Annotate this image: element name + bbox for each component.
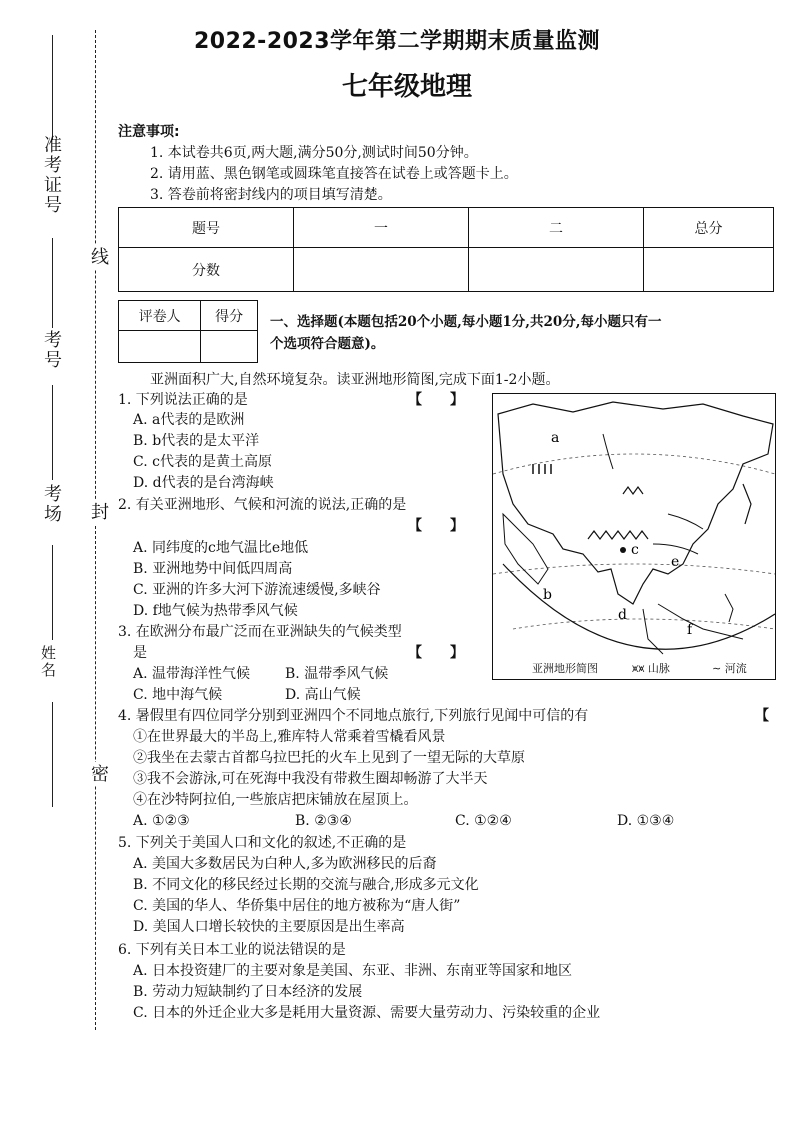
grader-box (118, 300, 258, 363)
map-legend-mountain (632, 660, 670, 676)
q3-option-a: A. 温带海洋性气候 (133, 666, 251, 682)
cut-mark-secret: 密 (85, 762, 111, 786)
asia-landmass (498, 402, 773, 604)
score-table-header-one: 一 (294, 208, 469, 248)
arctic-circle-line (493, 454, 775, 474)
score-cell[interactable] (294, 248, 469, 292)
himalaya-mountains (588, 531, 648, 539)
map-caption: 亚洲地形简图 (532, 662, 598, 675)
q5-option-d: D. 美国人口增长较快的主要原因是出生率高 (133, 919, 405, 935)
q1-option-d: D. d代表的是台湾海峡 (133, 475, 274, 491)
yangtze-river (653, 544, 698, 554)
note-3: 3. 答卷前将密封线内的项目填写清楚。 (150, 187, 392, 203)
name-blank-line (52, 702, 53, 807)
q4-item-2: ②我坐在去蒙古首都乌拉巴托的火车上见到了一望无际的大草原 (133, 750, 525, 766)
id-blank-line (52, 35, 53, 140)
q2-option-d: D. f地气候为热带季风气候 (133, 603, 298, 619)
map-label-a: a (551, 430, 560, 446)
map-label-d: d (618, 607, 627, 623)
q5-stem: 5. 下列关于美国人口和文化的叙述,不正确的是 (118, 835, 407, 851)
q6-stem: 6. 下列有关日本工业的说法错误的是 (118, 942, 346, 958)
binding-dashed-line (95, 30, 96, 1030)
q2-stem: 2. 有关亚洲地形、气候和河流的说法,正确的是 (118, 497, 407, 513)
q3-option-d: D. 高山气候 (285, 687, 361, 703)
q4-stem: 4. 暑假里有四位同学分别到亚洲四个不同地点旅行,下列旅行见闻中可信的有 (118, 708, 589, 724)
asia-map-drawing (493, 394, 775, 679)
exam-title: 2022-2023学年第二学期期末质量监测 (193, 29, 601, 54)
q3-stem: 3. 在欧洲分布最广泛而在亚洲缺失的气候类型 (118, 624, 402, 640)
score-cell[interactable] (644, 248, 774, 292)
q3-stem-cont: 是 (133, 645, 147, 661)
notes-heading: 注意事项: (118, 124, 180, 140)
q6-option-a: A. 日本投资建厂的主要对象是美国、东亚、非洲、东南亚等国家和地区 (133, 963, 573, 979)
q3-option-b: B. 温带季风气候 (285, 666, 389, 682)
score-table (118, 207, 774, 292)
tianshan-mountains (623, 487, 643, 494)
map-label-e: e (671, 554, 680, 570)
map-label-c: c (631, 542, 639, 558)
q2-option-b: B. 亚洲地势中间低四周高 (133, 561, 293, 577)
q4-item-1: ①在世界最大的半岛上,雅库特人常乘着雪橇看风景 (133, 729, 446, 745)
map-legend-river (712, 660, 747, 676)
q1-answer-bracket[interactable]: 【 】 (408, 392, 464, 408)
label-name: 姓名 (39, 645, 57, 679)
question-intro: 亚洲面积广大,自然环境复杂。读亚洲地形简图,完成下面1-2小题。 (150, 372, 560, 388)
map-point-c (620, 547, 626, 553)
q2-option-a: A. 同纬度的c地气温比e地低 (133, 540, 309, 556)
map-label-b: b (543, 587, 552, 603)
equator-line (513, 619, 775, 629)
score-table-header-two: 二 (469, 208, 644, 248)
label-exam-room: 考场 (41, 484, 62, 524)
q6-option-c: C. 日本的外迁企业大多是耗用大量资源、需要大量劳动力、污染较重的企业 (133, 1005, 601, 1021)
cut-mark-seal: 封 (85, 500, 111, 524)
yellow-river (668, 514, 703, 529)
subject-title: 七年级地理 (341, 72, 472, 102)
q5-option-a: A. 美国大多数居民为白种人,多为欧洲移民的后裔 (133, 856, 437, 872)
label-exam-id: 准考证号 (41, 135, 62, 215)
q4-option-c: C. ①②④ (455, 813, 512, 829)
section-heading-line2: 个选项符合题意)。 (270, 336, 385, 352)
note-2: 2. 请用蓝、黑色钢笔或圆珠笔直接答在试卷上或答题卡上。 (150, 166, 518, 182)
grader-score-label: 得分 (201, 301, 258, 331)
arabian-peninsula (503, 514, 548, 584)
grader-label: 评卷人 (119, 301, 201, 331)
section-heading-line1: 一、选择题(本题包括20个小题,每小题1分,共20分,每小题只有一 (270, 314, 662, 330)
score-table-header-total: 总分 (644, 208, 774, 248)
river-legend-icon: ∼ (712, 662, 722, 675)
q4-option-a: A. ①②③ (133, 813, 190, 829)
score-table-header-question: 题号 (119, 208, 294, 248)
score-cell[interactable] (469, 248, 644, 292)
note-1: 1. 本试卷共6页,两大题,满分50分,测试时间50分钟。 (150, 145, 478, 161)
q1-option-b: B. b代表的是太平洋 (133, 433, 260, 449)
q1-option-a: A. a代表的是欧洲 (133, 412, 245, 428)
room-blank-line-2 (52, 545, 53, 640)
q4-option-d: D. ①③④ (617, 813, 675, 829)
map-legend-mountain-label: 山脉 (647, 662, 670, 675)
mountain-legend-icon: ⩙⩙ (632, 662, 645, 675)
sumatra-coast (643, 609, 663, 654)
cut-mark-line: 线 (85, 245, 111, 269)
q1-option-c: C. c代表的是黄土高原 (133, 454, 272, 470)
q5-option-b: B. 不同文化的移民经过长期的交流与融合,形成多元文化 (133, 877, 479, 893)
ural-mountains (533, 464, 551, 474)
q3-option-c: C. 地中海气候 (133, 687, 223, 703)
map-label-f: f (687, 622, 693, 638)
grader-score-cell[interactable] (201, 331, 258, 363)
ob-river (603, 434, 613, 469)
score-table-row-label: 分数 (119, 248, 294, 292)
q4-item-3: ③我不会游泳,可在死海中我没有带救生圈却畅游了大半天 (133, 771, 488, 787)
label-exam-number: 考号 (41, 330, 62, 370)
q1-stem: 1. 下列说法正确的是 (118, 392, 248, 408)
q3-answer-bracket[interactable]: 【 】 (408, 645, 464, 661)
japan-islands (743, 484, 751, 524)
q6-option-b: B. 劳动力短缺制约了日本经济的发展 (133, 984, 363, 1000)
q4-option-b: B. ②③④ (295, 813, 352, 829)
room-blank-line (52, 385, 53, 480)
q5-option-c: C. 美国的华人、华侨集中居住的地方被称为“唐人街” (133, 898, 461, 914)
asia-map (492, 393, 776, 680)
q4-item-4: ④在沙特阿拉伯,一些旅店把床铺放在屋顶上。 (133, 792, 418, 808)
q4-answer-bracket[interactable]: 【 (755, 708, 769, 724)
num-blank-line (52, 238, 53, 328)
philippines (725, 594, 733, 622)
q2-answer-bracket[interactable]: 【 】 (408, 518, 464, 534)
tropic-line (493, 564, 775, 574)
map-legend-river-label: 河流 (724, 662, 747, 675)
q2-option-c: C. 亚洲的许多大河下游流速缓慢,多峡谷 (133, 582, 381, 598)
grader-cell[interactable] (119, 331, 201, 363)
